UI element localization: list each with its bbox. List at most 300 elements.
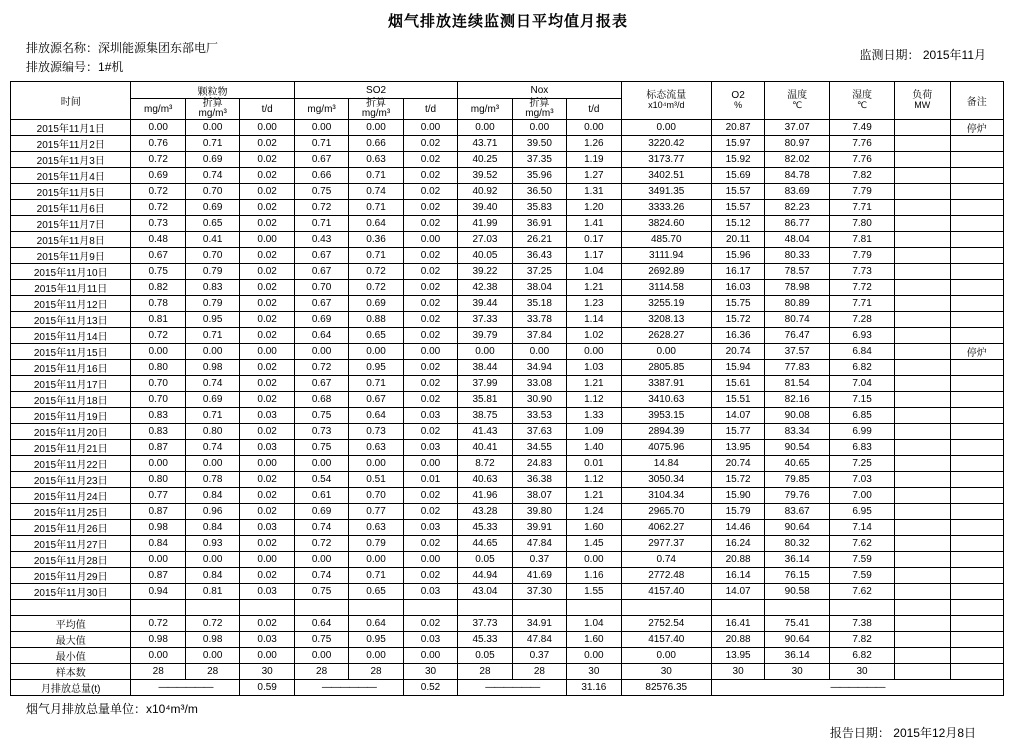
cell-flow: 2977.37: [621, 536, 711, 552]
cell-date: 2015年11月30日: [11, 584, 131, 600]
table-row: [11, 424, 1004, 440]
cell-nox-rate: 1.31: [567, 184, 621, 200]
cell-dust-converted: 0.71: [185, 408, 239, 424]
cell-nox-conc: 41.99: [458, 216, 512, 232]
cell-temperature: 40.65: [765, 456, 830, 472]
cell-nox-conc: 40.92: [458, 184, 512, 200]
header-dust: 颗粒物: [131, 82, 294, 99]
spacer-cell: [950, 600, 1003, 616]
cell-nox-converted: 37.25: [512, 264, 566, 280]
cell-dust-converted: 0.70: [185, 184, 239, 200]
cell-so2-rate: 0.02: [403, 248, 457, 264]
cell-dust-rate: 0.00: [240, 232, 294, 248]
cell-so2-rate: 0.02: [403, 376, 457, 392]
cell-dust-rate: 0.00: [240, 120, 294, 136]
cell-so2-rate: 0.02: [403, 184, 457, 200]
table-row: [11, 488, 1004, 504]
cell-note: [950, 648, 1003, 664]
cell-so2-rate: 0.02: [403, 360, 457, 376]
cell-so2-conc: 0.75: [294, 184, 348, 200]
cell-dust-converted: 0.96: [185, 504, 239, 520]
table-row: [11, 120, 1004, 136]
cell-dust-rate: 0.02: [240, 488, 294, 504]
cell-nox-converted: 38.04: [512, 280, 566, 296]
cell-temperature: 80.89: [765, 296, 830, 312]
cell-o2: 13.95: [711, 648, 764, 664]
cell-humidity: 7.79: [830, 248, 895, 264]
cell-nox-converted: 36.91: [512, 216, 566, 232]
cell-so2-converted: 0.00: [349, 552, 403, 568]
report-date-value: 2015年12月8日: [893, 726, 976, 740]
cell-temperature: 36.14: [765, 648, 830, 664]
cell-o2: 14.07: [711, 584, 764, 600]
cell-o2: 20.88: [711, 632, 764, 648]
monitor-date-line: [859, 46, 986, 63]
cell-humidity: 7.62: [830, 536, 895, 552]
cell-dust-rate: 0.02: [240, 280, 294, 296]
cell-so2-conc: 0.67: [294, 152, 348, 168]
cell-o2: 15.69: [711, 168, 764, 184]
cell-temperature: 76.15: [765, 568, 830, 584]
cell-dust-converted: 0.70: [185, 248, 239, 264]
cell-so2-conc: 0.75: [294, 632, 348, 648]
spacer-cell: [621, 600, 711, 616]
cell-so2-rate: 0.03: [403, 632, 457, 648]
cell-so2-conc: 0.72: [294, 360, 348, 376]
cell-nox-conc: 35.81: [458, 392, 512, 408]
cell-nox-conc: 38.44: [458, 360, 512, 376]
cell-nox-conc: 37.33: [458, 312, 512, 328]
cell-so2-rate: 0.03: [403, 440, 457, 456]
cell-nox-rate: 1.19: [567, 152, 621, 168]
cell-dust-rate: 0.00: [240, 552, 294, 568]
cell-so2-conc: 0.72: [294, 200, 348, 216]
cell-flow: 3333.26: [621, 200, 711, 216]
cell-nox-conc: 39.22: [458, 264, 512, 280]
cell-dust-conc: 28: [131, 664, 185, 680]
cell-load: [895, 344, 951, 360]
cell-dust-rate: 0.02: [240, 152, 294, 168]
cell-humidity: 7.14: [830, 520, 895, 536]
cell-dust-converted: 0.69: [185, 152, 239, 168]
cell-o2: 15.97: [711, 136, 764, 152]
cell-o2: 16.41: [711, 616, 764, 632]
cell-dust-converted: 0.41: [185, 232, 239, 248]
spacer-cell: [11, 600, 131, 616]
unit-note: 烟气月排放总量单位：x10⁴m³/m: [26, 702, 198, 716]
cell-note: [950, 296, 1003, 312]
cell-note: [950, 328, 1003, 344]
cell-nox-rate: 1.21: [567, 280, 621, 296]
cell-so2-conc: 0.43: [294, 232, 348, 248]
cell-so2-converted: 0.77: [349, 504, 403, 520]
cell-load: [895, 424, 951, 440]
cell-date: 2015年11月4日: [11, 168, 131, 184]
source-code-value: 1#机: [98, 60, 124, 74]
cell-so2-converted: 0.64: [349, 216, 403, 232]
cell-date: 2015年11月23日: [11, 472, 131, 488]
spacer-cell: [512, 600, 566, 616]
cell-so2-converted: 0.95: [349, 360, 403, 376]
table-row: [11, 456, 1004, 472]
report-date-label: 报告日期：: [829, 726, 890, 740]
cell-temperature: 86.77: [765, 216, 830, 232]
table-row: [11, 280, 1004, 296]
cell-load: [895, 168, 951, 184]
cell-humidity: 7.59: [830, 568, 895, 584]
table-row: [11, 440, 1004, 456]
cell-humidity: 7.62: [830, 584, 895, 600]
table-row: [11, 296, 1004, 312]
cell-nox-converted: 39.80: [512, 504, 566, 520]
header-dust-rate: t/d: [240, 99, 294, 120]
cell-nox-rate: 0.00: [567, 344, 621, 360]
cell-flow: 14.84: [621, 456, 711, 472]
cell-nox-rate: 0.17: [567, 232, 621, 248]
cell-note: [950, 552, 1003, 568]
cell-so2-conc: 0.71: [294, 136, 348, 152]
cell-flow: 3953.15: [621, 408, 711, 424]
cell-so2-conc: 0.00: [294, 552, 348, 568]
cell-flow: 3410.63: [621, 392, 711, 408]
cell-so2-converted: 0.63: [349, 440, 403, 456]
cell-dust-converted: 0.95: [185, 312, 239, 328]
cell-so2-converted: 0.36: [349, 232, 403, 248]
cell-nox-rate: 1.16: [567, 568, 621, 584]
spacer-cell: [349, 600, 403, 616]
cell-dust-conc: 0.73: [131, 216, 185, 232]
cell-o2: 16.17: [711, 264, 764, 280]
cell-flow: 3255.19: [621, 296, 711, 312]
cell-so2-conc: 0.71: [294, 216, 348, 232]
cell-o2: 15.72: [711, 312, 764, 328]
cell-dust-converted: 0.71: [185, 328, 239, 344]
emission-data-table: [10, 81, 1004, 696]
cell-so2-rate: 0.00: [403, 552, 457, 568]
cell-nox-rate: 1.41: [567, 216, 621, 232]
cell-flow: 4062.27: [621, 520, 711, 536]
cell-dust-rate: 0.02: [240, 424, 294, 440]
cell-nox-converted: 34.55: [512, 440, 566, 456]
cell-dust-converted: 0.79: [185, 296, 239, 312]
cell-nox-converted: 35.83: [512, 200, 566, 216]
total-row: [11, 680, 1004, 696]
table-row: [11, 152, 1004, 168]
cell-note: [950, 520, 1003, 536]
cell-humidity: 6.82: [830, 648, 895, 664]
cell-nox-rate: 1.26: [567, 136, 621, 152]
cell-dust-rate: 0.02: [240, 184, 294, 200]
cell-flow: 0.00: [621, 648, 711, 664]
cell-nox-converted: 39.50: [512, 136, 566, 152]
cell-flow: 3104.34: [621, 488, 711, 504]
cell-flow: 0.00: [621, 120, 711, 136]
cell-dust-conc: 0.70: [131, 392, 185, 408]
cell-temperature: 84.78: [765, 168, 830, 184]
cell-load: [895, 120, 951, 136]
cell-o2: 15.94: [711, 360, 764, 376]
cell-so2-converted: 0.64: [349, 408, 403, 424]
cell-dust-conc: 0.94: [131, 584, 185, 600]
cell-so2-rate: 0.02: [403, 616, 457, 632]
cell-o2: 15.90: [711, 488, 764, 504]
cell-dust-converted: 0.80: [185, 424, 239, 440]
source-name-label: 排放源名称：: [26, 41, 99, 55]
cell-load: [895, 136, 951, 152]
table-row: [11, 312, 1004, 328]
cell-nox-conc: 39.44: [458, 296, 512, 312]
cell-date: 2015年11月26日: [11, 520, 131, 536]
cell-note: [950, 312, 1003, 328]
cell-date: 2015年11月2日: [11, 136, 131, 152]
cell-so2-rate: 0.02: [403, 168, 457, 184]
table-row: [11, 472, 1004, 488]
cell-humidity: 7.00: [830, 488, 895, 504]
cell-note: [950, 584, 1003, 600]
cell-nox-conc: 40.41: [458, 440, 512, 456]
spacer-cell: [185, 600, 239, 616]
cell-so2-converted: 0.00: [349, 120, 403, 136]
cell-dust-converted: 0.71: [185, 136, 239, 152]
cell-so2-converted: 0.72: [349, 280, 403, 296]
cell-dust-rate: 0.03: [240, 584, 294, 600]
cell-humidity: 7.71: [830, 296, 895, 312]
cell-dust-conc: 0.87: [131, 568, 185, 584]
cell-note: [950, 408, 1003, 424]
cell-so2-conc: 0.00: [294, 456, 348, 472]
cell-nox-rate: 1.24: [567, 504, 621, 520]
cell-nox-converted: 38.07: [512, 488, 566, 504]
spacer-cell: [711, 600, 764, 616]
table-row: [11, 136, 1004, 152]
cell-date: 2015年11月21日: [11, 440, 131, 456]
cell-nox-converted: 28: [512, 664, 566, 680]
cell-nox-conc: 43.71: [458, 136, 512, 152]
cell-nox-converted: 37.84: [512, 328, 566, 344]
cell-so2-conc: 0.75: [294, 584, 348, 600]
cell-so2-converted: 0.74: [349, 184, 403, 200]
cell-nox-converted: 35.18: [512, 296, 566, 312]
cell-temperature: 79.76: [765, 488, 830, 504]
cell-dust-rate: 0.03: [240, 440, 294, 456]
cell-date: 2015年11月14日: [11, 328, 131, 344]
cell-nox-conc: 41.43: [458, 424, 512, 440]
cell-o2: 20.74: [711, 344, 764, 360]
cell-load: [895, 408, 951, 424]
cell-dust-conc: 0.77: [131, 488, 185, 504]
cell-so2-rate: 0.02: [403, 488, 457, 504]
table-row: [11, 328, 1004, 344]
cell-flow: 3491.35: [621, 184, 711, 200]
cell-dust-conc: 0.98: [131, 520, 185, 536]
cell-flow: 2628.27: [621, 328, 711, 344]
cell-load: [895, 264, 951, 280]
spacer-row: [11, 600, 1004, 616]
cell-so2-rate: 0.02: [403, 424, 457, 440]
table-body: [11, 120, 1004, 696]
cell-dust-rate: 0.00: [240, 648, 294, 664]
cell-date: 2015年11月12日: [11, 296, 131, 312]
cell-load: [895, 504, 951, 520]
cell-dust-rate: 0.03: [240, 632, 294, 648]
cell-note: 停炉: [950, 120, 1003, 136]
cell-date: 2015年11月16日: [11, 360, 131, 376]
cell-dust-converted: 0.74: [185, 168, 239, 184]
cell-so2-conc: 0.00: [294, 344, 348, 360]
cell-humidity: 7.71: [830, 200, 895, 216]
cell-o2: 13.95: [711, 440, 764, 456]
table-row: [11, 392, 1004, 408]
cell-dust-rate: 0.02: [240, 472, 294, 488]
cell-humidity: 7.72: [830, 280, 895, 296]
cell-humidity: 7.38: [830, 616, 895, 632]
cell-dust-conc: 0.72: [131, 152, 185, 168]
cell-temperature: 79.85: [765, 472, 830, 488]
cell-so2-converted: 0.66: [349, 136, 403, 152]
cell-nox-converted: 39.91: [512, 520, 566, 536]
cell-dust-converted: 0.98: [185, 632, 239, 648]
cell-note: [950, 440, 1003, 456]
header-nox: Nox: [458, 82, 621, 99]
cell-load: [895, 520, 951, 536]
cell-note: [950, 488, 1003, 504]
cell-so2-conc: 0.68: [294, 392, 348, 408]
cell-temperature: 77.83: [765, 360, 830, 376]
cell-so2-conc: 0.73: [294, 424, 348, 440]
cell-humidity: 6.95: [830, 504, 895, 520]
cell-so2-conc: 28: [294, 664, 348, 680]
cell-flow: 2965.70: [621, 504, 711, 520]
cell-so2-rate: 0.02: [403, 504, 457, 520]
cell-humidity: 7.03: [830, 472, 895, 488]
header-so2: SO2: [294, 82, 457, 99]
cell-temperature: 90.08: [765, 408, 830, 424]
cell-nox-converted: 0.00: [512, 344, 566, 360]
cell-dust-converted: 0.00: [185, 552, 239, 568]
cell-so2-total: 0.52: [403, 680, 457, 696]
cell-nox-rate: 1.12: [567, 392, 621, 408]
cell-nox-rate: 1.09: [567, 424, 621, 440]
cell-flow: 4075.96: [621, 440, 711, 456]
cell-nox-rate: 1.33: [567, 408, 621, 424]
cell-temperature: 76.47: [765, 328, 830, 344]
cell-load: [895, 568, 951, 584]
cell-load: [895, 312, 951, 328]
cell-humidity: 6.82: [830, 360, 895, 376]
cell-nox-converted: 37.63: [512, 424, 566, 440]
cell-load: [895, 552, 951, 568]
cell-temperature: 48.04: [765, 232, 830, 248]
cell-so2-conc: 0.75: [294, 440, 348, 456]
cell-so2-converted: 0.71: [349, 200, 403, 216]
cell-temperature: 30: [765, 664, 830, 680]
cell-date: 2015年11月7日: [11, 216, 131, 232]
cell-nox-rate: 0.00: [567, 552, 621, 568]
cell-nox-converted: 36.43: [512, 248, 566, 264]
cell-o2: 14.46: [711, 520, 764, 536]
cell-o2: 16.36: [711, 328, 764, 344]
cell-so2-rate: 0.02: [403, 136, 457, 152]
spacer-cell: [567, 600, 621, 616]
cell-dust-rate: 0.02: [240, 168, 294, 184]
cell-o2: 30: [711, 664, 764, 680]
cell-so2-conc: 0.00: [294, 120, 348, 136]
cell-temperature: 82.02: [765, 152, 830, 168]
cell-so2-conc: 0.74: [294, 520, 348, 536]
header-note: 备注: [950, 82, 1003, 120]
cell-o2: 16.24: [711, 536, 764, 552]
cell-nox-rate: 1.40: [567, 440, 621, 456]
cell-summary-label: 样本数: [11, 664, 131, 680]
cell-dust-converted: 0.72: [185, 616, 239, 632]
cell-nox-conc: 37.73: [458, 616, 512, 632]
table-row: [11, 520, 1004, 536]
cell-nox-rate: 1.21: [567, 488, 621, 504]
cell-o2: 15.51: [711, 392, 764, 408]
summary-row: [11, 632, 1004, 648]
cell-temperature: 82.23: [765, 200, 830, 216]
cell-dust-converted: 0.65: [185, 216, 239, 232]
table-row: [11, 248, 1004, 264]
cell-dust-conc: 0.84: [131, 536, 185, 552]
cell-dust-conc: 0.67: [131, 248, 185, 264]
cell-o2: 15.96: [711, 248, 764, 264]
cell-load: [895, 248, 951, 264]
cell-dust-converted: 0.93: [185, 536, 239, 552]
cell-so2-converted: 0.69: [349, 296, 403, 312]
cell-so2-rate: 0.01: [403, 472, 457, 488]
cell-nox-conc: 39.52: [458, 168, 512, 184]
cell-nox-dash: ——————: [458, 680, 567, 696]
cell-nox-rate: 1.21: [567, 376, 621, 392]
cell-load: [895, 648, 951, 664]
cell-note: [950, 200, 1003, 216]
cell-temperature: 36.14: [765, 552, 830, 568]
cell-so2-converted: 0.71: [349, 376, 403, 392]
cell-flow: 2752.54: [621, 616, 711, 632]
table-row: [11, 376, 1004, 392]
cell-date: 2015年11月20日: [11, 424, 131, 440]
cell-nox-conc: 38.75: [458, 408, 512, 424]
cell-temperature: 83.69: [765, 184, 830, 200]
header-time: 时间: [11, 82, 131, 120]
cell-so2-rate: 0.00: [403, 648, 457, 664]
cell-so2-conc: 0.67: [294, 264, 348, 280]
cell-humidity: 6.83: [830, 440, 895, 456]
cell-so2-converted: 0.65: [349, 328, 403, 344]
cell-o2: 15.61: [711, 376, 764, 392]
cell-dust-rate: 0.00: [240, 344, 294, 360]
cell-dust-conc: 0.87: [131, 440, 185, 456]
cell-nox-rate: 1.45: [567, 536, 621, 552]
cell-nox-rate: 1.12: [567, 472, 621, 488]
cell-nox-rate: 1.03: [567, 360, 621, 376]
cell-humidity: 6.93: [830, 328, 895, 344]
cell-o2: 15.92: [711, 152, 764, 168]
cell-note: [950, 152, 1003, 168]
cell-so2-conc: 0.70: [294, 280, 348, 296]
table-row: [11, 408, 1004, 424]
cell-flow: 2894.39: [621, 424, 711, 440]
cell-flow: 4157.40: [621, 584, 711, 600]
cell-dust-conc: 0.69: [131, 168, 185, 184]
cell-nox-converted: 26.21: [512, 232, 566, 248]
cell-humidity: 6.85: [830, 408, 895, 424]
cell-nox-converted: 30.90: [512, 392, 566, 408]
cell-dust-rate: 0.02: [240, 136, 294, 152]
cell-dust-converted: 0.00: [185, 344, 239, 360]
cell-nox-converted: 37.30: [512, 584, 566, 600]
